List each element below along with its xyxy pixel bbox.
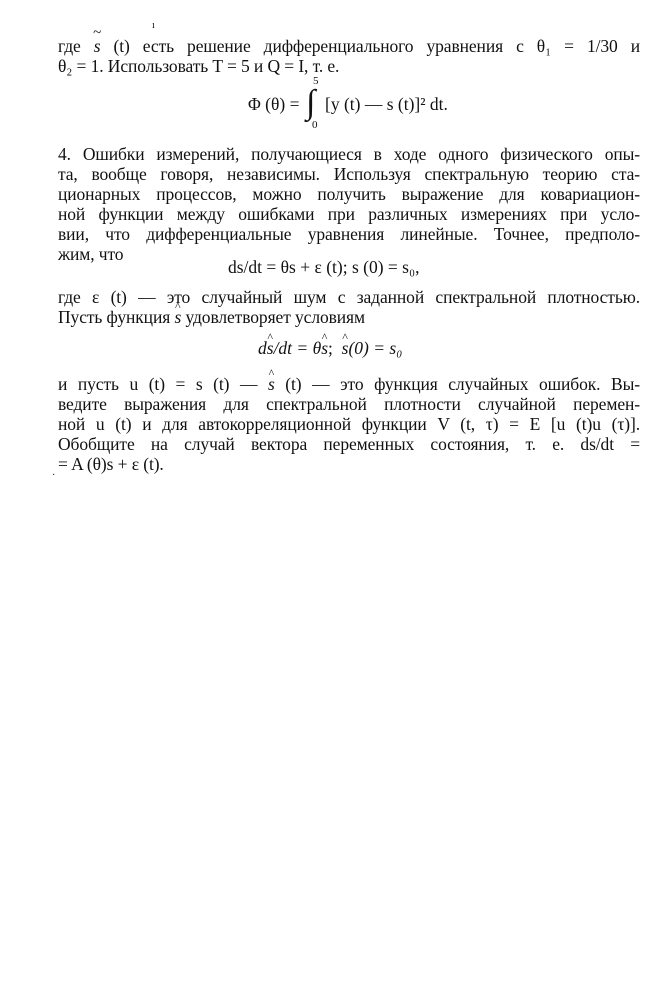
paragraph-2-line: вии, что дифференциальные уравнения линейные. Точнее, предполо- bbox=[58, 224, 640, 244]
s-hat-symbol: ^ s bbox=[174, 307, 181, 327]
paragraph-4-line: = A (θ)s + ε (t). bbox=[58, 454, 164, 474]
speck-mark: ı bbox=[152, 20, 155, 31]
paragraph-2-line: ной функции между ошибками при различных измерениях при усло- bbox=[58, 204, 640, 224]
paragraph-4-line-1: и пусть u (t) = s (t) — ^ s (t) — это функция случайных ошибок. Вы- bbox=[58, 374, 640, 394]
paragraph-2-line: та, вообще говоря, независимы. Используя спектральную теорию ста- bbox=[58, 164, 640, 184]
equation-estimate: d^ s/dt = θ^ s; ^ s(0) = s₀ bbox=[258, 338, 402, 358]
paragraph-1-line-2: θ₂ = 1. Использовать T = 5 и Q = I, т. е. bbox=[58, 56, 340, 76]
speck-mark: · bbox=[52, 470, 56, 481]
s-hat-symbol: ^ s bbox=[321, 338, 328, 358]
paragraph-4-line: ведите выражения для спектральной плотности случайной перемен- bbox=[58, 394, 640, 414]
s-hat-symbol: ^ s bbox=[342, 338, 349, 358]
paragraph-3-line-2: Пусть функция ^ s удовлетворяет условиям bbox=[58, 307, 640, 327]
s-hat-symbol: ^ s bbox=[267, 338, 274, 358]
paragraph-2-line: жим, что bbox=[58, 244, 124, 264]
paragraph-2-line: ционарных процессов, можно получить выражение для ковариацион- bbox=[58, 184, 640, 204]
equation-state: ds/dt = θs + ε (t); s (0) = s₀, bbox=[228, 257, 420, 277]
s-tilde-symbol: ~ s bbox=[94, 36, 101, 56]
integral-sign: ∫ bbox=[306, 84, 316, 121]
paragraph-4-line: Обобщите на случай вектора переменных состояния, т. е. ds/dt = bbox=[58, 434, 640, 454]
equation-phi-rhs: [y (t) — s (t)]² dt. bbox=[325, 94, 448, 114]
paragraph-4-line: ной u (t) и для автокорреляционной функции V (t, τ) = E [u (t)u (τ)]. bbox=[58, 414, 640, 434]
s-hat-symbol: ^ s bbox=[268, 374, 275, 394]
integral-lower-limit: 0 bbox=[312, 119, 318, 131]
paragraph-3-line-1: где ε (t) — это случайный шум с заданной спектральной плотностью. bbox=[58, 287, 640, 307]
paragraph-2-line: 4. Ошибки измерений, получающиеся в ходе одного физического опы- bbox=[58, 144, 640, 164]
paragraph-1-line-1: где ~ s (t) есть решение дифференциального уравнения с θ₁ = 1/30 и bbox=[58, 36, 640, 56]
equation-phi-lhs: Φ (θ) = bbox=[248, 94, 300, 114]
integral-upper-limit: 5 bbox=[313, 75, 319, 87]
